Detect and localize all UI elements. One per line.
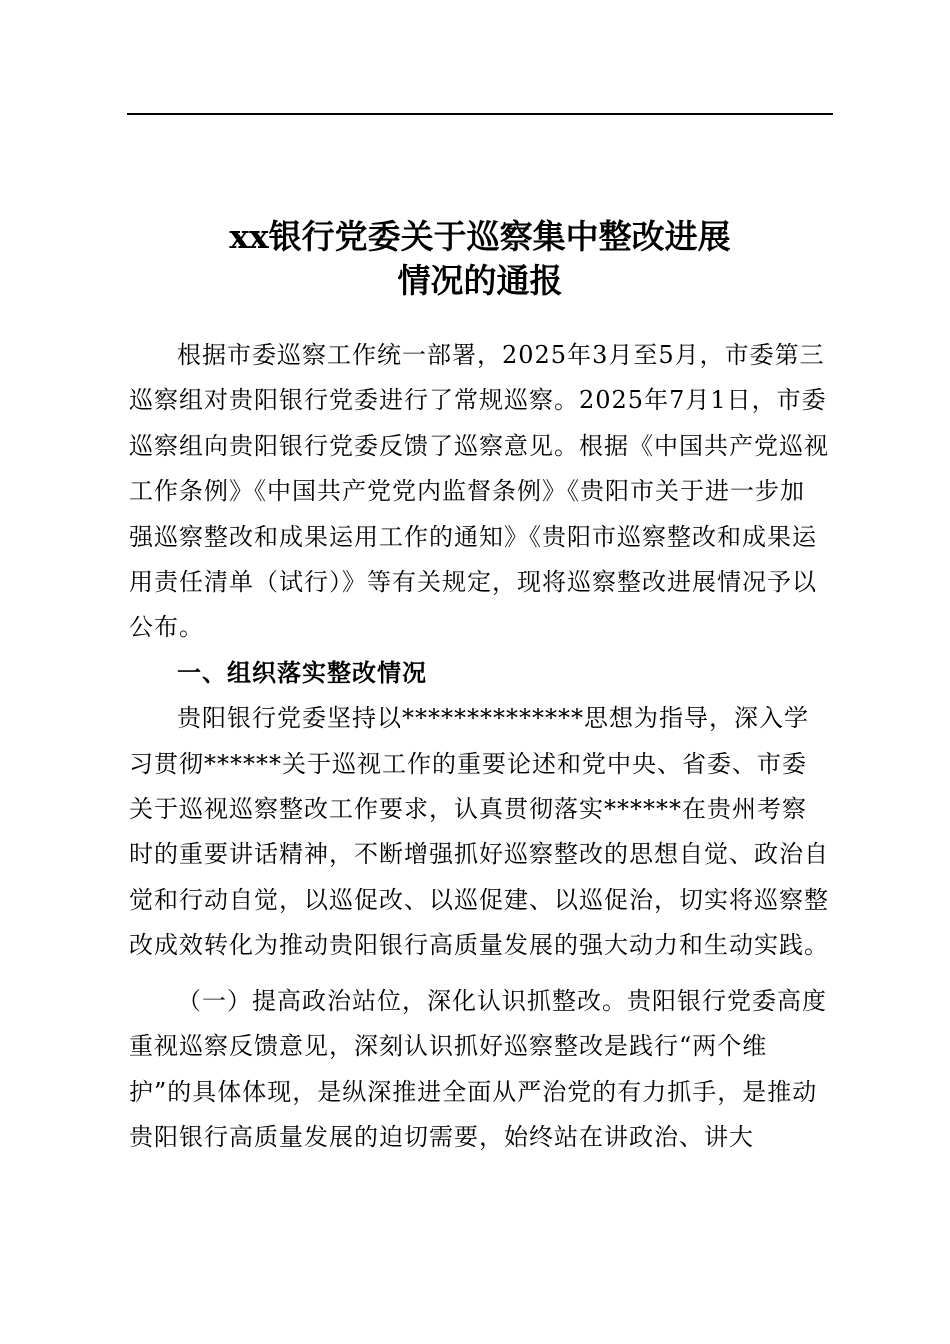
subsection-1-paragraph xyxy=(129,979,829,1161)
document-title xyxy=(127,215,833,303)
title-line-2: 情况的通报 xyxy=(397,261,563,300)
intro-paragraph: 根据市委巡察工作统一部署，2025年3月至5月，市委第三巡察组对贵阳银行党委进行了常规巡察。2025年7月1日，市委巡察组向贵阳银行党委反馈了巡察意见。根据《中国共产党巡视工作条例》《中国共产党党内监督条例》《贵阳市关于进一步加强巡察整改和成果运用工作的通知》《贵阳市巡察整改和成果运用责任清单（试行）》等有关规定，现将巡察整改进展情况予以公布。 xyxy=(129,341,829,642)
document-body xyxy=(129,333,829,1160)
section-heading-1: 一、组织落实整改情况 xyxy=(177,658,427,687)
header-rule xyxy=(127,113,833,115)
subsection-1-text: 贵阳银行党委高度重视巡察反馈意见，深刻认识抓好巡察整改是践行“两个维护”的具体体现，是纵深推进全面从严治党的有力抓手，是推动贵阳银行高质量发展的迫切需要，始终站在讲政治、讲大 xyxy=(129,986,827,1151)
section-1-paragraph: 贵阳银行党委坚持以**************思想为指导，深入学习贯彻******关于巡视工作的重要论述和党中央、省委、市委关于巡视巡察整改工作要求，认真贯彻落实******在贵州考察时的重要讲话精神，不断增强抓好巡察整改的思想自觉、政治自觉和行动自觉，以巡促改、以巡促建、以巡促治，切实将巡察整改成效转化为推动贵阳银行高质量发展的强大动力和生动实践。 xyxy=(129,704,829,960)
title-line-1: xx银行党委关于巡察集中整改进展 xyxy=(229,217,731,256)
subsection-heading-1: （一）提高政治站位，深化认识抓整改。 xyxy=(177,986,627,1015)
